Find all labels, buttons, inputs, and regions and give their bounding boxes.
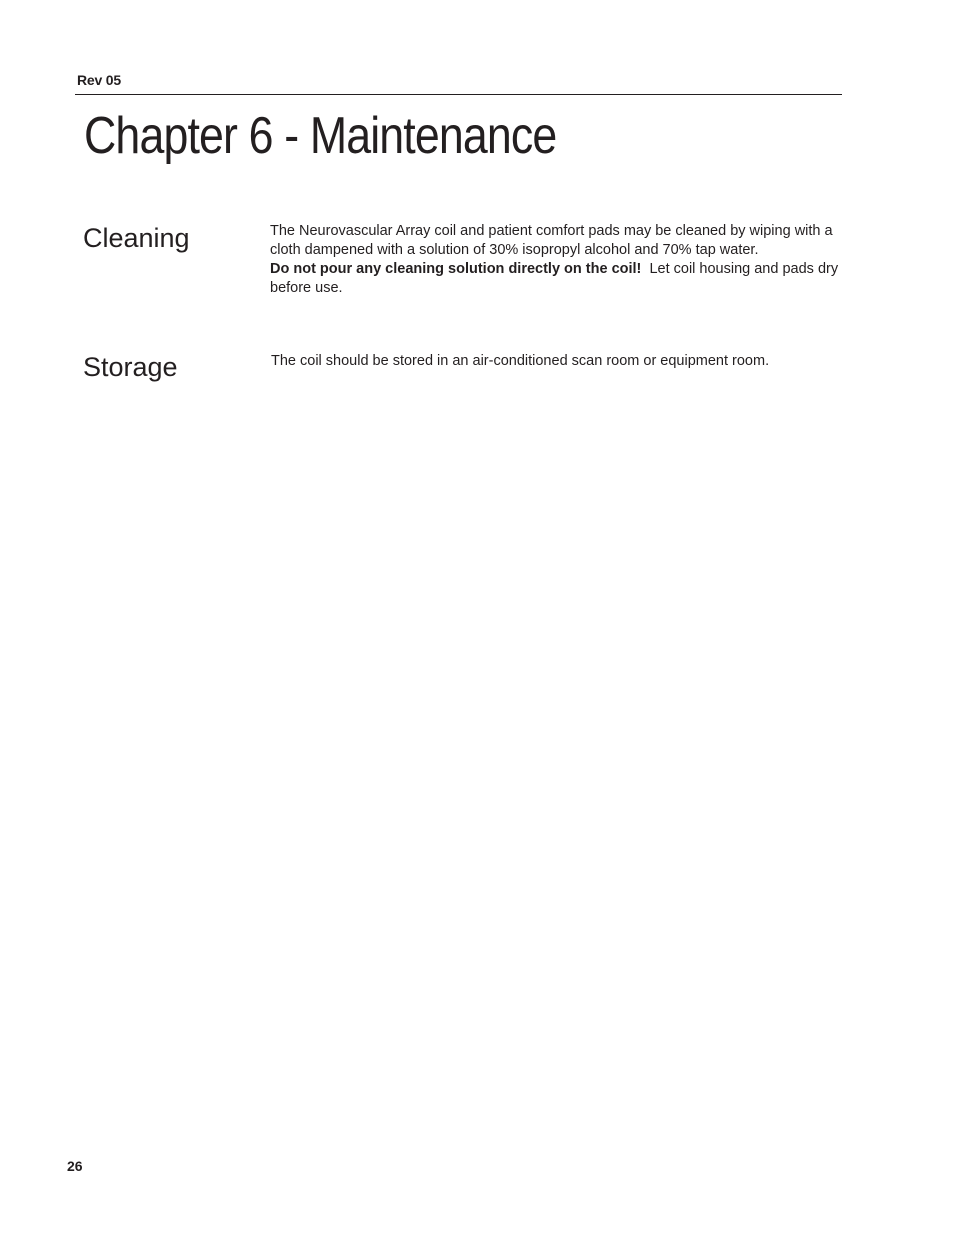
storage-paragraph: The coil should be stored in an air-conditioned scan room or equipment room.: [271, 353, 770, 369]
revision-label: Rev 05: [77, 72, 121, 88]
chapter-title: Chapter 6 - Maintenance: [84, 107, 557, 165]
storage-heading: Storage: [83, 352, 178, 382]
cleaning-text-dry: Let coil housing and pads dry before use.: [270, 261, 839, 296]
cleaning-warning: Do not pour any cleaning solution directly on the coil!: [270, 261, 642, 277]
cleaning-heading: Cleaning: [83, 223, 190, 253]
cleaning-paragraph: [270, 222, 842, 298]
page-number: 26: [67, 1158, 83, 1174]
cleaning-text-intro: The Neurovascular Array coil and patient comfort pads may be cleaned by wiping with a cloth dampened with a solution of 30% isopropyl alcohol and 70% tap water.: [270, 223, 833, 258]
header-divider: [75, 94, 842, 95]
